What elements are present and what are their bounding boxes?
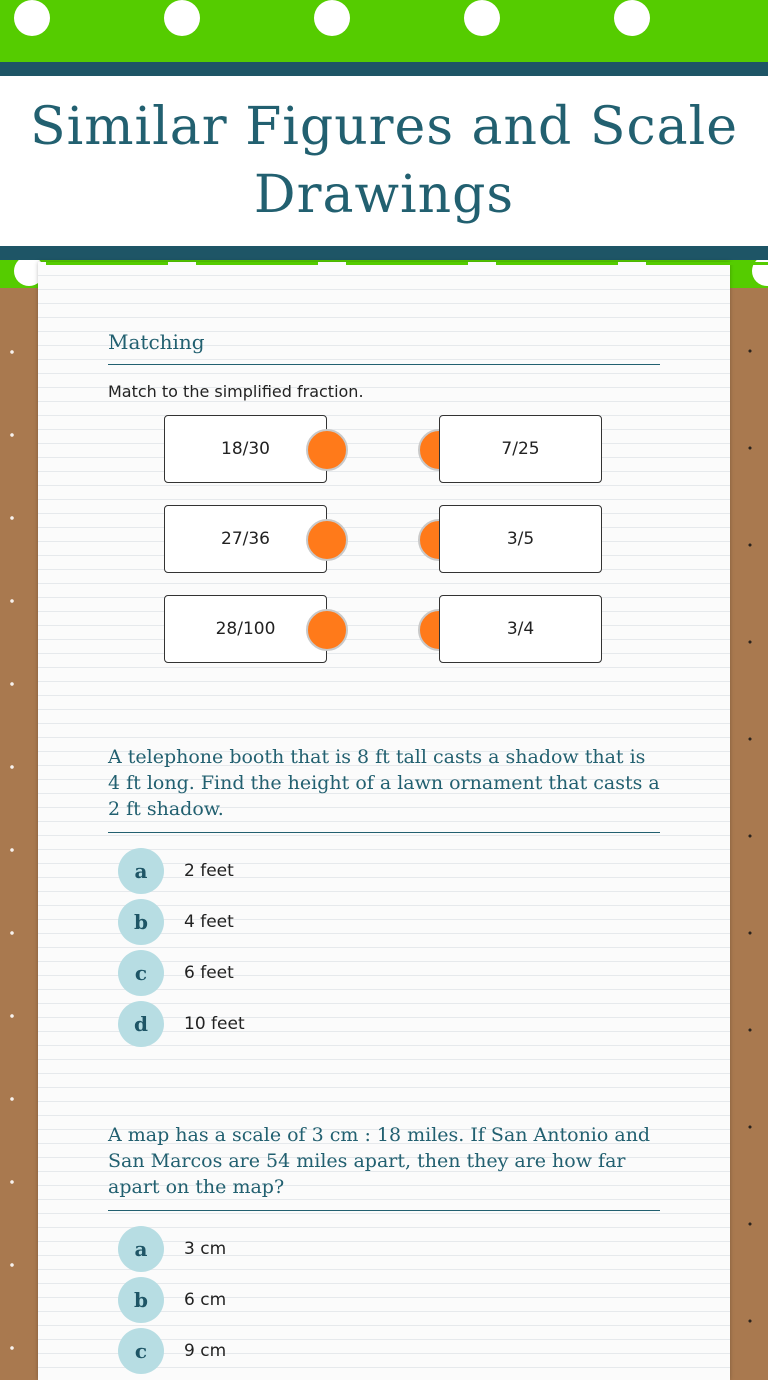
option-letter-badge[interactable]: a (118, 1226, 164, 1272)
match-connector-dot[interactable] (306, 609, 348, 651)
option-text: 2 feet (184, 861, 234, 881)
answer-option[interactable] (118, 848, 234, 894)
decorative-dot (464, 0, 500, 36)
decorative-dot (314, 0, 350, 36)
match-left-item[interactable]: 28/100 (164, 595, 327, 663)
answer-option[interactable] (118, 1277, 226, 1323)
option-letter-badge[interactable]: b (118, 1277, 164, 1323)
top-banner-stripe (0, 0, 768, 62)
page-title: Similar Figures and Scale Drawings (29, 97, 738, 225)
option-text: 6 cm (184, 1290, 227, 1310)
match-left-item[interactable]: 18/30 (164, 415, 327, 483)
option-text: 3 cm (184, 1239, 227, 1259)
match-left-item[interactable]: 27/36 (164, 505, 327, 573)
option-text: 10 feet (184, 1014, 245, 1034)
option-letter-badge[interactable]: c (118, 950, 164, 996)
answer-option[interactable] (118, 1328, 226, 1374)
answer-option[interactable] (118, 899, 234, 945)
option-text: 4 feet (184, 912, 234, 932)
match-right-item[interactable]: 3/4 (439, 595, 602, 663)
option-letter-badge[interactable]: d (118, 1001, 164, 1047)
answer-option[interactable] (118, 950, 234, 996)
option-letter-badge[interactable]: c (118, 1328, 164, 1374)
worksheet-paper (38, 262, 730, 1380)
match-right-item[interactable]: 3/5 (439, 505, 602, 573)
decorative-dot (14, 0, 50, 36)
header-divider-bottom (0, 246, 768, 260)
option-text: 6 feet (184, 963, 234, 983)
matching-heading: Matching (108, 330, 660, 365)
answer-option[interactable] (118, 1226, 226, 1272)
match-connector-dot[interactable] (306, 429, 348, 471)
match-right-item[interactable]: 7/25 (439, 415, 602, 483)
decorative-dot (164, 0, 200, 36)
question-prompt: A telephone booth that is 8 ft tall casts a shadow that is 4 ft long. Find the height of a lawn ornament that casts a 2 ft shadow. (108, 744, 660, 833)
option-letter-badge[interactable]: b (118, 899, 164, 945)
answer-option[interactable] (118, 1001, 245, 1047)
paper-top-tabs (38, 262, 730, 265)
decorative-dot (614, 0, 650, 36)
header-divider-top (0, 62, 768, 76)
matching-instruction: Match to the simplified fraction. (108, 382, 364, 401)
option-letter-badge[interactable]: a (118, 848, 164, 894)
title-band (0, 76, 768, 246)
match-connector-dot[interactable] (306, 519, 348, 561)
option-text: 9 cm (184, 1341, 227, 1361)
question-prompt: A map has a scale of 3 cm : 18 miles. If San Antonio and San Marcos are 54 miles apart, then they are how far apart on the map? (108, 1122, 660, 1211)
